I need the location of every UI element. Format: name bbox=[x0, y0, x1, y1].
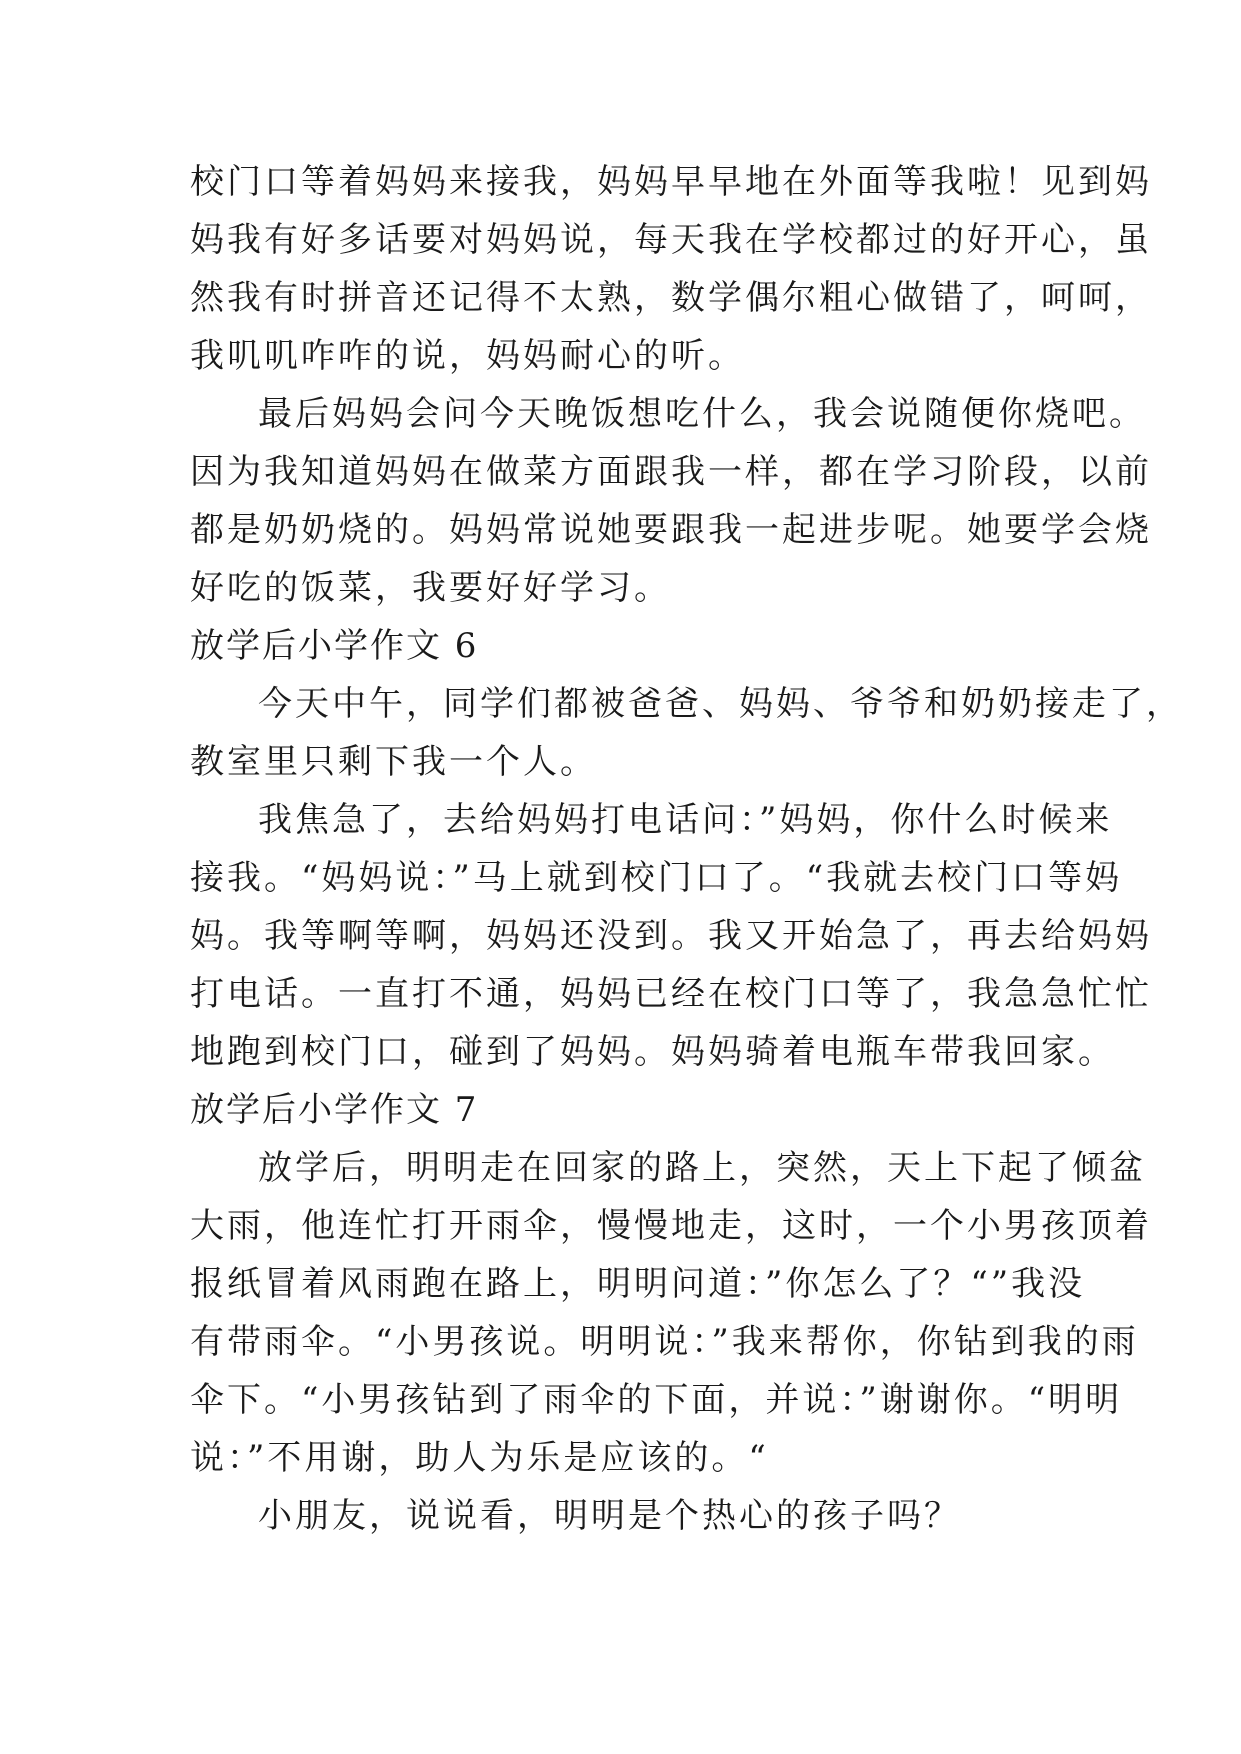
section-heading: 放学后小学作文 7 bbox=[190, 1090, 479, 1130]
text-line: 放学后，明明走在回家的路上，突然，天上下起了倾盆 bbox=[258, 1148, 1146, 1188]
document-body bbox=[190, 153, 1183, 1545]
text-line: 大雨，他连忙打开雨伞，慢慢地走，这时，一个小男孩顶着 bbox=[190, 1206, 1152, 1246]
text-line: 好吃的饭菜，我要好好学习。 bbox=[190, 568, 671, 608]
text-line: 最后妈妈会问今天晚饭想吃什么，我会说随便你烧吧。 bbox=[258, 394, 1146, 434]
section-heading: 放学后小学作文 6 bbox=[190, 626, 479, 666]
text-line: 教室里只剩下我一个人。 bbox=[190, 742, 597, 782]
text-line: 今天中午，同学们都被爸爸、妈妈、爷爷和奶奶接走了， bbox=[258, 684, 1183, 724]
text-line: 都是奶奶烧的。妈妈常说她要跟我一起进步呢。她要学会烧 bbox=[190, 510, 1152, 550]
text-line: 小朋友，说说看，明明是个热心的孩子吗？ bbox=[258, 1496, 961, 1536]
text-line: 妈我有好多话要对妈妈说，每天我在学校都过的好开心，虽 bbox=[190, 220, 1152, 260]
text-line: 我焦急了，去给妈妈打电话问：”妈妈，你什么时候来 bbox=[258, 800, 1113, 840]
text-line: 说：”不用谢，助人为乐是应该的。“ bbox=[190, 1438, 769, 1478]
text-line: 地跑到校门口，碰到了妈妈。妈妈骑着电瓶车带我回家。 bbox=[190, 1032, 1115, 1072]
text-line: 伞下。“小男孩钻到了雨伞的下面，并说：”谢谢你。“明明 bbox=[190, 1380, 1123, 1420]
text-line: 我叽叽咋咋的说，妈妈耐心的听。 bbox=[190, 336, 745, 376]
text-line: 因为我知道妈妈在做菜方面跟我一样，都在学习阶段，以前 bbox=[190, 452, 1152, 492]
text-line: 然我有时拼音还记得不太熟，数学偶尔粗心做错了，呵呵， bbox=[190, 278, 1152, 318]
text-line: 校门口等着妈妈来接我，妈妈早早地在外面等我啦！见到妈 bbox=[190, 162, 1152, 202]
text-line: 有带雨伞。“小男孩说。明明说：”我来帮你，你钻到我的雨 bbox=[190, 1322, 1139, 1362]
text-line: 报纸冒着风雨跑在路上，明明问道：”你怎么了？“”我没 bbox=[190, 1264, 1086, 1304]
text-line: 打电话。一直打不通，妈妈已经在校门口等了，我急急忙忙 bbox=[190, 974, 1152, 1014]
text-line: 接我。“妈妈说：”马上就到校门口了。“我就去校门口等妈 bbox=[190, 858, 1123, 898]
text-line: 妈。我等啊等啊，妈妈还没到。我又开始急了，再去给妈妈 bbox=[190, 916, 1152, 956]
